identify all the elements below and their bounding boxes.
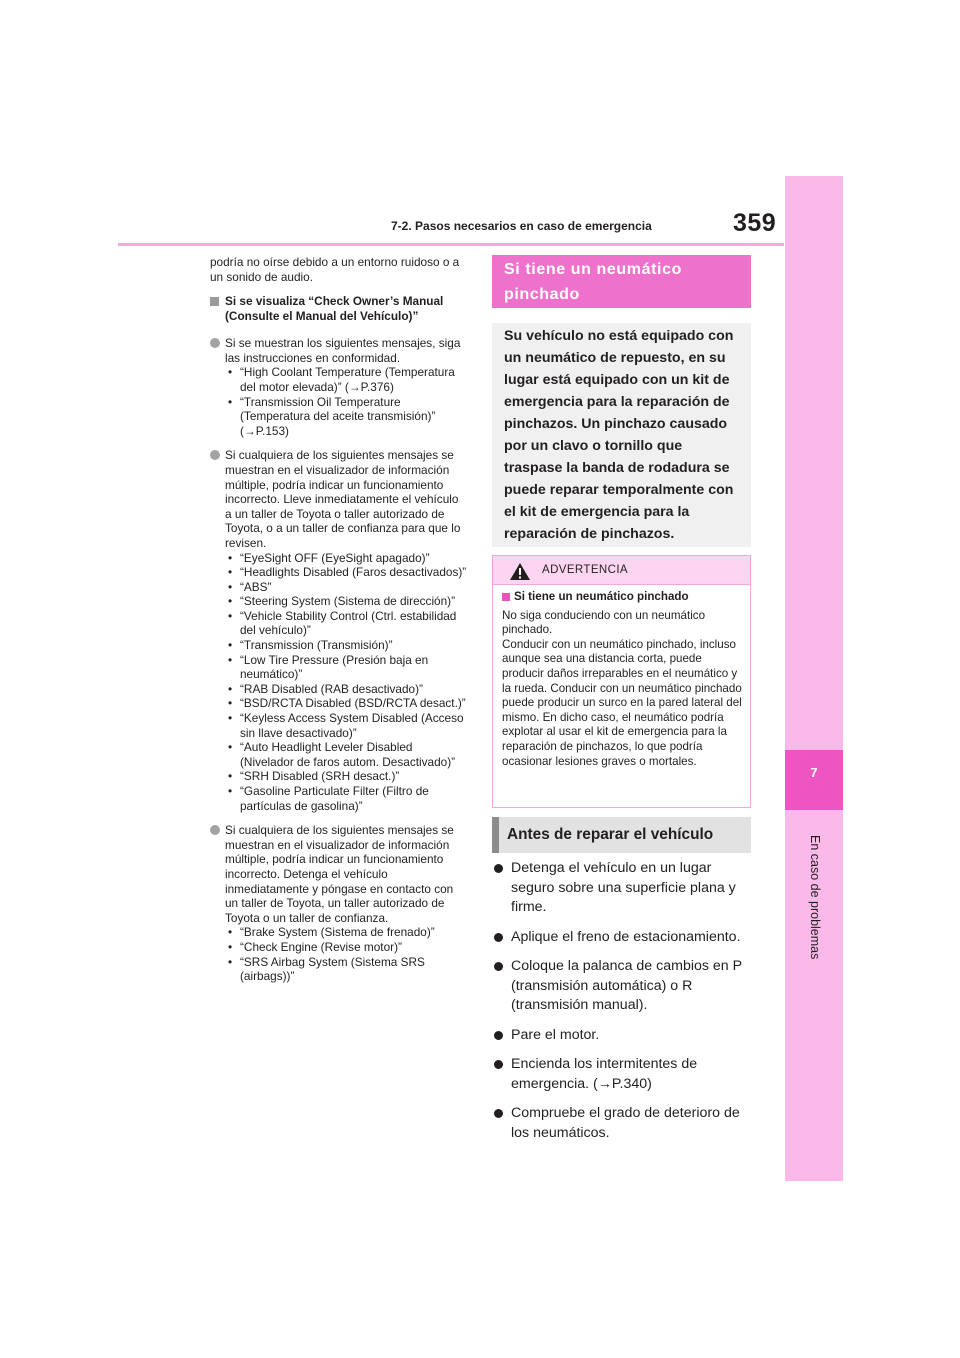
- step-text: Coloque la palanca de cambios en P (transmisión automática) o R (transmisión manual).: [511, 958, 742, 1013]
- before-repair-title: Antes de reparar el vehículo: [492, 817, 751, 853]
- message-block-1-text: Si se muestran los siguientes mensajes, siga las instrucciones en conformidad.: [225, 336, 461, 365]
- circle-bullet-icon: [494, 933, 503, 942]
- square-bullet-icon: [502, 593, 510, 601]
- chapter-side-tab: [785, 176, 843, 1181]
- page-number: 359: [733, 209, 777, 237]
- warning-text-2: Conducir con un neumático pinchado, incluso aunque sea una distancia corta, puede producir daños irreparables en el neumático y la rueda. Conducir con un neumático pinchado puede producir un surco en la pared lateral del mismo. En dicho caso, el neumático podría explotar al usar el kit de emergencia para la reparación de pinchazos, lo que podría ocasionar lesiones graves o mortales.: [502, 637, 742, 768]
- list-item: • “SRH Disabled (SRH desact.)”: [225, 769, 468, 784]
- list-item: • “Steering System (Sistema de dirección)”: [225, 594, 468, 609]
- step-text: Compruebe el grado de deterioro de los neumáticos.: [511, 1105, 740, 1141]
- list-item: • “ABS”: [225, 580, 468, 595]
- warning-heading: [502, 590, 742, 605]
- list-item: • “EyeSight OFF (EyeSight apagado)”: [225, 551, 468, 566]
- square-bullet-icon: [210, 297, 219, 306]
- message-list-3: [225, 925, 468, 983]
- left-column: [210, 255, 468, 994]
- list-item: • “Headlights Disabled (Faros desactivados)”: [225, 565, 468, 580]
- circle-bullet-icon: [494, 1031, 503, 1040]
- header-divider: [118, 243, 784, 246]
- list-item: • “Check Engine (Revise motor)”: [225, 940, 468, 955]
- step-text: Aplique el freno de estacionamiento.: [511, 928, 741, 945]
- check-manual-heading: [210, 294, 468, 324]
- intro-text: podría no oírse debido a un entorno ruidoso o a un sonido de audio.: [210, 255, 460, 284]
- warning-text-1: No siga conduciendo con un neumático pinchado.: [502, 608, 706, 637]
- list-item: [492, 859, 754, 918]
- message-list-1: [225, 365, 468, 438]
- list-item: • “Auto Headlight Leveler Disabled (Nivelador de faros autom. Desactivado)”: [225, 740, 468, 769]
- step-text: Detenga el vehículo en un lugar seguro sobre una superficie plana y firme.: [511, 860, 736, 915]
- list-item: [492, 928, 754, 948]
- warning-heading-text: Si tiene un neumático pinchado: [514, 590, 689, 603]
- list-item: • “Transmission (Transmisión)”: [225, 638, 468, 653]
- circle-bullet-icon: [210, 450, 220, 460]
- chapter-tab-marker: [785, 750, 843, 810]
- message-block-1: [210, 336, 468, 438]
- warning-body: [493, 585, 750, 769]
- warning-title: ADVERTENCIA: [542, 564, 628, 576]
- message-block-3-text: Si cualquiera de los siguientes mensajes se muestran en el visualizador de información múltiple, podría indicar un funcionamiento incorrecto. Detenga el vehículo inmediatamente y póngase en contacto con un taller de Toyota, un taller autorizado de Toyota o un taller de confianza.: [225, 823, 454, 925]
- list-item: • “Vehicle Stability Control (Ctrl. estabilidad del vehículo)”: [225, 609, 468, 638]
- message-block-2: [210, 448, 468, 813]
- step-text: Encienda los intermitentes de emergencia. (→P.340): [511, 1056, 698, 1092]
- list-item: [492, 1026, 754, 1046]
- list-item: • “Low Tire Pressure (Presión baja en neumático)”: [225, 653, 468, 682]
- circle-bullet-icon: [210, 338, 220, 348]
- message-block-2-text: Si cualquiera de los siguientes mensajes se muestran en el visualizador de información múltiple, podría indicar un funcionamiento incorrecto. Lleve inmediatamente el vehículo a un taller de Toyota o taller autorizado de Toyota, o a un taller de confianza para que lo revisen.: [225, 448, 461, 550]
- message-block-3: [210, 823, 468, 984]
- list-item: • “Brake System (Sistema de frenado)”: [225, 925, 468, 940]
- list-item: [492, 1104, 754, 1143]
- circle-bullet-icon: [210, 825, 220, 835]
- flat-tire-summary: Su vehículo no está equipado con un neumático de repuesto, en su lugar está equipado con un kit de emergencia para la reparación de pinchazos. Un pinchazo causado por un clavo o tornillo que traspase la banda de rodadura se puede reparar temporalmente con el kit de emergencia para la reparación de pinchazos.: [492, 323, 751, 547]
- list-item: • “High Coolant Temperature (Temperatura del motor elevada)” (→P.376): [225, 365, 468, 394]
- list-item: • “Gasoline Particulate Filter (Filtro de partículas de gasolina)”: [225, 784, 468, 813]
- chapter-label: En caso de problemas: [808, 835, 822, 960]
- list-item: • “Keyless Access System Disabled (Acceso sin llave desactivado)”: [225, 711, 468, 740]
- check-manual-heading-text: Si se visualiza “Check Owner’s Manual (Consulte el Manual del Vehículo)”: [225, 294, 444, 324]
- repair-steps: [492, 859, 754, 1153]
- warning-box: [492, 555, 751, 808]
- chapter-number: 7: [810, 765, 818, 780]
- list-item: • “SRS Airbag System (Sistema SRS (airbags))”: [225, 955, 468, 984]
- circle-bullet-icon: [494, 1060, 503, 1069]
- circle-bullet-icon: [494, 1109, 503, 1118]
- flat-tire-title: Si tiene un neumático pinchado: [492, 255, 751, 308]
- warning-header: [493, 556, 750, 585]
- section-title: 7-2. Pasos necesarios en caso de emergencia: [391, 219, 652, 233]
- circle-bullet-icon: [494, 962, 503, 971]
- list-item: [492, 957, 754, 1016]
- list-item: • “BSD/RCTA Disabled (BSD/RCTA desact.)”: [225, 696, 468, 711]
- message-list-2: [225, 551, 468, 814]
- list-item: • “RAB Disabled (RAB desactivado)”: [225, 682, 468, 697]
- step-text: Pare el motor.: [511, 1026, 600, 1043]
- list-item: [492, 1055, 754, 1094]
- circle-bullet-icon: [494, 864, 503, 873]
- warning-triangle-icon: [509, 562, 531, 581]
- list-item: • “Transmission Oil Temperature (Temperatura del aceite transmisión)” (→P.153): [225, 395, 468, 439]
